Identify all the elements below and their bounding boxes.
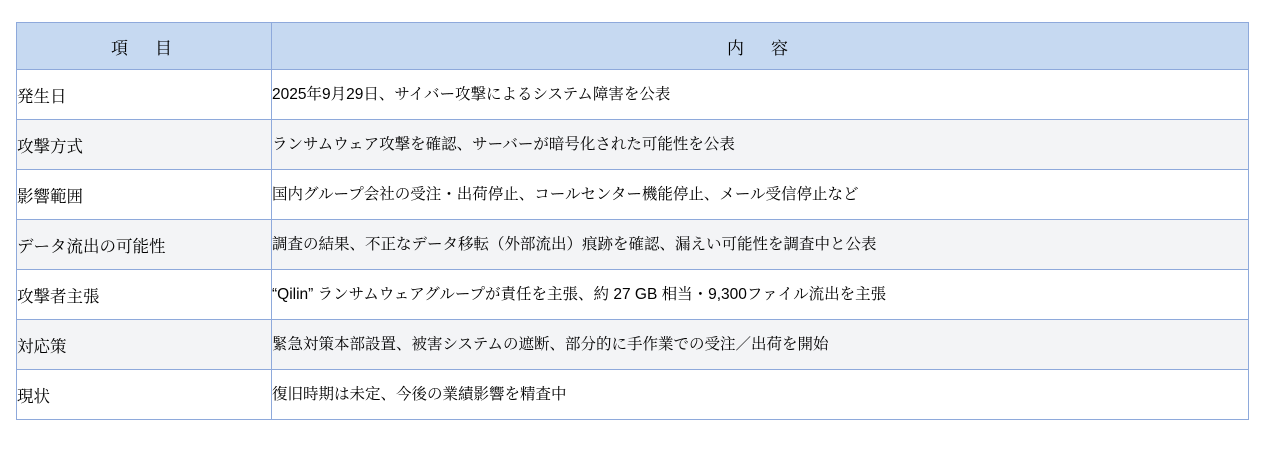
row-item-label: 発生日: [17, 70, 272, 120]
column-header-content: [272, 23, 1249, 70]
row-content-text: 調査の結果、不正なデータ移転（外部流出）痕跡を確認、漏えい可能性を調査中と公表: [272, 220, 1249, 270]
row-content-text: 緊急対策本部設置、被害システムの遮断、部分的に手作業での受注／出荷を開始: [272, 320, 1249, 370]
table-row: [17, 120, 1249, 170]
table-row: [17, 270, 1249, 320]
incident-summary-table: [16, 22, 1249, 420]
row-item-label: 対応策: [17, 320, 272, 370]
row-item-label: 影響範囲: [17, 170, 272, 220]
column-header-item-label: 項 目: [111, 38, 177, 58]
table-row: [17, 320, 1249, 370]
table-header: [17, 23, 1249, 70]
table-body: [17, 70, 1249, 420]
row-content-text: 国内グループ会社の受注・出荷停止、コールセンター機能停止、メール受信停止など: [272, 170, 1249, 220]
column-header-content-label: 内 容: [727, 38, 793, 58]
row-content-text: 2025年9月29日、サイバー攻撃によるシステム障害を公表: [272, 70, 1249, 120]
column-header-item: [17, 23, 272, 70]
row-item-label: 攻撃者主張: [17, 270, 272, 320]
row-content-text: ランサムウェア攻撃を確認、サーバーが暗号化された可能性を公表: [272, 120, 1249, 170]
row-content-text: “Qilin” ランサムウェアグループが責任を主張、約 27 GB 相当・9,300ファイル流出を主張: [272, 270, 1249, 320]
row-item-label: データ流出の可能性: [17, 220, 272, 270]
table-row: [17, 70, 1249, 120]
row-item-label: 現状: [17, 370, 272, 420]
table-row: [17, 170, 1249, 220]
table-header-row: [17, 23, 1249, 70]
table-row: [17, 370, 1249, 420]
row-item-label: 攻撃方式: [17, 120, 272, 170]
table-row: [17, 220, 1249, 270]
row-content-text: 復旧時期は未定、今後の業績影響を精査中: [272, 370, 1249, 420]
